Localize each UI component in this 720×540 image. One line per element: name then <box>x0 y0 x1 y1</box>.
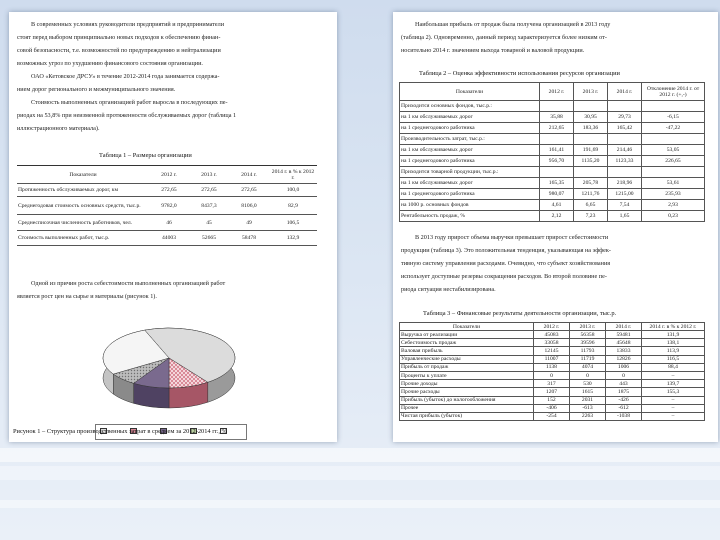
table-row <box>400 123 705 134</box>
table-row <box>400 112 705 123</box>
table-cell: на 1000 р. основных фондов <box>400 200 540 211</box>
table-cell: 0 <box>570 371 606 379</box>
table-cell: на 1 среднегодового работника <box>400 189 540 200</box>
table-cell: Прибыль от продаж <box>400 363 534 371</box>
body-text-line: иллюстрационного материала). <box>17 125 100 132</box>
table-cell: 165,35 <box>540 178 574 189</box>
table-cell: 131,9 <box>642 331 705 339</box>
table-cell: 235,93 <box>642 189 705 200</box>
table-cell: 8106,0 <box>229 197 269 215</box>
efficiency-table <box>399 82 705 222</box>
table-cell: 1211,76 <box>574 189 608 200</box>
table-cell: 7,54 <box>608 200 642 211</box>
body-text-line: ОАО «Кетовское ДРСУ» в течение 2012-2014 года занимается содержа- <box>31 73 220 80</box>
table-cell: – <box>642 396 705 404</box>
table-cell: на 1 среднегодового работника <box>400 156 540 167</box>
table-cell: 165,42 <box>608 123 642 134</box>
table-row <box>400 134 705 145</box>
table-cell: 139,7 <box>642 380 705 388</box>
table-cell: 1,65 <box>608 211 642 222</box>
table-row <box>400 396 705 404</box>
table-cell: на 1 км обслуживаемых дорог <box>400 112 540 123</box>
table-cell: Среднегодовая стоимость основных средств, тыс.р. <box>17 197 149 215</box>
table-cell: 11719 <box>570 355 606 363</box>
column-header: Показатели <box>17 166 149 184</box>
table-cell: Стоимость выполненных работ, тыс.р. <box>17 231 149 246</box>
table-cell: 106,5 <box>269 215 317 231</box>
table-cell: 152 <box>534 396 570 404</box>
background-stripe <box>0 500 720 508</box>
table-row <box>17 231 317 246</box>
body-text-line: (таблица 2). Одновременно, данный период характеризуется более низким от- <box>401 34 607 41</box>
column-header: 2013 г. <box>189 166 229 184</box>
table-cell: -612 <box>606 404 642 412</box>
column-header: Показатели <box>400 83 540 101</box>
pie-chart-svg <box>85 312 253 424</box>
table-cell: на 1 км обслуживаемых дорог <box>400 145 540 156</box>
table-body <box>400 331 705 421</box>
table-cell: Прочие доходы <box>400 380 534 388</box>
table-row <box>400 339 705 347</box>
table-cell: на 1 среднегодового работника <box>400 123 540 134</box>
table-cell <box>642 134 705 145</box>
column-header: 2012 г. <box>149 166 189 184</box>
table-caption: Таблица 3 – Финансовые результаты деятельности организации, тыс.р. <box>423 310 617 317</box>
table-cell: – <box>642 412 705 420</box>
table-cell: 116,5 <box>642 355 705 363</box>
body-text-line: В 2013 году прирост объема выручки превышает прирост себестоимости <box>415 234 609 241</box>
table-cell: 272,65 <box>189 184 229 197</box>
table-cell: 138,1 <box>642 339 705 347</box>
table-row <box>400 145 705 156</box>
body-text-line: Одной из причин роста себестоимости выполненных организацией работ <box>31 280 226 287</box>
table-cell: 272,65 <box>229 184 269 197</box>
financial-results-table <box>399 322 705 421</box>
table-cell: 53,05 <box>642 145 705 156</box>
table-cell: 1135,20 <box>574 156 608 167</box>
table-cell: 226,65 <box>642 156 705 167</box>
table-cell: 13833 <box>606 347 642 355</box>
column-header: 2014 г. <box>608 83 642 101</box>
background-stripe <box>0 448 720 462</box>
table-cell: 530 <box>570 380 606 388</box>
table-header-row <box>400 83 705 101</box>
body-text-line: является рост цен на сырье и материалы (рисунок 1). <box>17 293 157 300</box>
table-cell: -406 <box>534 404 570 412</box>
table-row <box>400 371 705 379</box>
table-cell: 191,69 <box>574 145 608 156</box>
body-text-line: тивную систему управления расходами. Очевидно, что субъект хозяйствования <box>401 260 611 267</box>
table-cell: Приходится товарной продукции, тыс.р.: <box>400 167 540 178</box>
table-row <box>400 355 705 363</box>
table-row <box>17 215 317 231</box>
table-cell: 30,95 <box>574 112 608 123</box>
body-text-line: Стоимость выполненных организацией работ выросла в последующих пе- <box>31 99 228 106</box>
table-cell: Приходится основных фондов, тыс.р.: <box>400 101 540 112</box>
column-header: Показатели <box>400 323 534 331</box>
table-cell: 88,4 <box>642 363 705 371</box>
table-row <box>400 404 705 412</box>
table-cell <box>574 134 608 145</box>
table-cell: 2263 <box>570 412 606 420</box>
table-cell: Валовая прибыль <box>400 347 534 355</box>
column-header: 2012 г. <box>534 323 570 331</box>
table-cell <box>540 134 574 145</box>
table-row <box>400 211 705 222</box>
table-cell: 0 <box>606 371 642 379</box>
table-cell: 4074 <box>570 363 606 371</box>
table-cell: 205,78 <box>574 178 608 189</box>
table-cell <box>608 134 642 145</box>
table-cell: 53,61 <box>642 178 705 189</box>
table-cell: Себестоимость продаж <box>400 339 534 347</box>
column-header: 2014 г. в % к 2012 г. <box>642 323 705 331</box>
table-row <box>400 331 705 339</box>
table-cell: 52665 <box>189 231 229 246</box>
table-caption: Таблица 1 – Размеры организации <box>99 152 192 159</box>
table-cell: 6,65 <box>574 200 608 211</box>
cost-structure-pie-chart <box>85 312 253 440</box>
body-text-line: стоят перед выбором принципиально новых подходов к обеспечению финан- <box>17 34 221 41</box>
table-cell: 212,65 <box>540 123 574 134</box>
table-cell: -6,15 <box>642 112 705 123</box>
table-row <box>400 412 705 420</box>
table-cell <box>574 101 608 112</box>
table-cell <box>540 167 574 178</box>
table-cell: 218,96 <box>608 178 642 189</box>
body-text-line: использует доступные резервы сокращения расходов. Во второй половине пе- <box>401 273 607 280</box>
right-page <box>393 12 718 442</box>
table-cell: – <box>642 404 705 412</box>
table-cell <box>608 167 642 178</box>
table-row <box>400 101 705 112</box>
table-cell: 45648 <box>606 339 642 347</box>
table-cell: Выручка от реализации <box>400 331 534 339</box>
table-cell: 443 <box>606 380 642 388</box>
body-text-line: носительно 2014 г. значением выхода товарной и валовой продукции. <box>401 47 585 54</box>
table-header-row <box>17 166 317 184</box>
table-cell: 956,70 <box>540 156 574 167</box>
table-cell: Управленческие расходы <box>400 355 534 363</box>
table-cell: 45083 <box>534 331 570 339</box>
table-cell: 59481 <box>606 331 642 339</box>
table-row <box>400 156 705 167</box>
table-cell: -613 <box>570 404 606 412</box>
table-cell: 82,9 <box>269 197 317 215</box>
size-table <box>17 165 317 246</box>
table-cell: – <box>642 371 705 379</box>
table-cell: 155,3 <box>642 388 705 396</box>
table-cell: Чистая прибыль (убыток) <box>400 412 534 420</box>
table-cell: 39596 <box>570 339 606 347</box>
table-cell: 56358 <box>570 331 606 339</box>
table-cell <box>540 101 574 112</box>
body-text-line: риода ситуация нестабилизирована. <box>401 286 496 293</box>
left-page <box>9 12 337 442</box>
table-row <box>400 363 705 371</box>
table-cell: 2,93 <box>642 200 705 211</box>
background-stripe <box>0 466 720 480</box>
table-cell: 980,07 <box>540 189 574 200</box>
table-cell: 100,0 <box>269 184 317 197</box>
table-cell: Протяженность обслуживаемых дорог, км <box>17 184 149 197</box>
table-cell: 0 <box>534 371 570 379</box>
table-cell: 49 <box>229 215 269 231</box>
figure-caption: Рисунок 1 – Структура производственных затрат в среднем за 2012-2014 гг., % <box>13 428 227 435</box>
body-text-line: Наибольшая прибыль от продаж была получена организацией в 2013 году <box>415 21 611 28</box>
table-cell: 2,12 <box>540 211 574 222</box>
table-cell: 317 <box>534 380 570 388</box>
table-cell: 1875 <box>606 388 642 396</box>
table-row <box>17 197 317 215</box>
table-cell: -47,22 <box>642 123 705 134</box>
table-row <box>400 388 705 396</box>
body-text-line: риодах на 53,8% при неизменной протяженности обслуживаемых дорог (таблица 1 <box>17 112 237 119</box>
table-cell: 7,23 <box>574 211 608 222</box>
column-header: 2013 г. <box>574 83 608 101</box>
table-cell: 29,73 <box>608 112 642 123</box>
table-cell: 1138 <box>534 363 570 371</box>
table-cell: 33058 <box>534 339 570 347</box>
table-cell: 2031 <box>570 396 606 404</box>
column-header: 2014 г. <box>229 166 269 184</box>
body-text-line: нием дорог регионального и межмуниципального значения. <box>17 86 176 93</box>
body-text-line: В современных условиях руководители предприятий и предприниматели <box>31 21 225 28</box>
column-header: 2014 г. <box>606 323 642 331</box>
table-cell: Среднесписочная численность работников, чел. <box>17 215 149 231</box>
column-header: 2013 г. <box>570 323 606 331</box>
table-cell: 8437,3 <box>189 197 229 215</box>
table-cell: Рентабельность продаж, % <box>400 211 540 222</box>
table-cell: 0,23 <box>642 211 705 222</box>
column-header: 2012 г. <box>540 83 574 101</box>
table-cell: -254 <box>534 412 570 420</box>
table-cell <box>574 167 608 178</box>
table-row <box>400 167 705 178</box>
table-cell: 9782,0 <box>149 197 189 215</box>
table-cell: 12826 <box>606 355 642 363</box>
table-cell: 35,88 <box>540 112 574 123</box>
table-row <box>17 184 317 197</box>
table-row <box>400 178 705 189</box>
table-cell: Прочее <box>400 404 534 412</box>
body-text-line: возможных угроз по ухудшению финансового состояния организации. <box>17 60 203 67</box>
table-cell: 44003 <box>149 231 189 246</box>
table-cell: 11793 <box>570 347 606 355</box>
table-body <box>400 101 705 222</box>
column-header: 2014 г. в % к 2012 г. <box>269 166 317 184</box>
table-cell: 45 <box>189 215 229 231</box>
table-cell: 4,61 <box>540 200 574 211</box>
table-cell: Прочие расходы <box>400 388 534 396</box>
table-cell: 1615 <box>570 388 606 396</box>
table-caption: Таблица 2 – Оценка эффективности использования ресурсов организации <box>419 70 620 77</box>
body-text-line: совой безопасности, т.е. возможностей по предупреждению и нейтрализации <box>17 47 221 54</box>
table-row <box>400 200 705 211</box>
table-row <box>400 380 705 388</box>
table-cell: 214,46 <box>608 145 642 156</box>
table-cell: 272,65 <box>149 184 189 197</box>
table-cell: 1006 <box>606 363 642 371</box>
column-header: Отклонение 2014 г. от 2012 г. (+,-) <box>642 83 705 101</box>
table-cell: Прибыль (убыток) до налогообложения <box>400 396 534 404</box>
table-cell <box>608 101 642 112</box>
table-row <box>400 189 705 200</box>
table-cell: -1038 <box>606 412 642 420</box>
table-cell: 183,36 <box>574 123 608 134</box>
table-cell: 1123,33 <box>608 156 642 167</box>
table-cell: 161,41 <box>540 145 574 156</box>
table-cell: 11007 <box>534 355 570 363</box>
table-cell: 113,9 <box>642 347 705 355</box>
table-cell: на 1 км обслуживаемых дорог <box>400 178 540 189</box>
table-cell: Проценты к уплате <box>400 371 534 379</box>
table-cell: 132,9 <box>269 231 317 246</box>
table-cell <box>642 101 705 112</box>
table-cell: 1215,00 <box>608 189 642 200</box>
table-cell: 1207 <box>534 388 570 396</box>
body-text-line: продукции (таблица 3). Это положительная тенденция, указывающая на эффек- <box>401 247 611 254</box>
table-cell: 46 <box>149 215 189 231</box>
table-cell <box>642 167 705 178</box>
table-cell: -426 <box>606 396 642 404</box>
table-cell: 58478 <box>229 231 269 246</box>
table-header-row <box>400 323 705 331</box>
table-cell: Производительность затрат, тыс.р.: <box>400 134 540 145</box>
table-cell: 12145 <box>534 347 570 355</box>
table-row <box>400 347 705 355</box>
